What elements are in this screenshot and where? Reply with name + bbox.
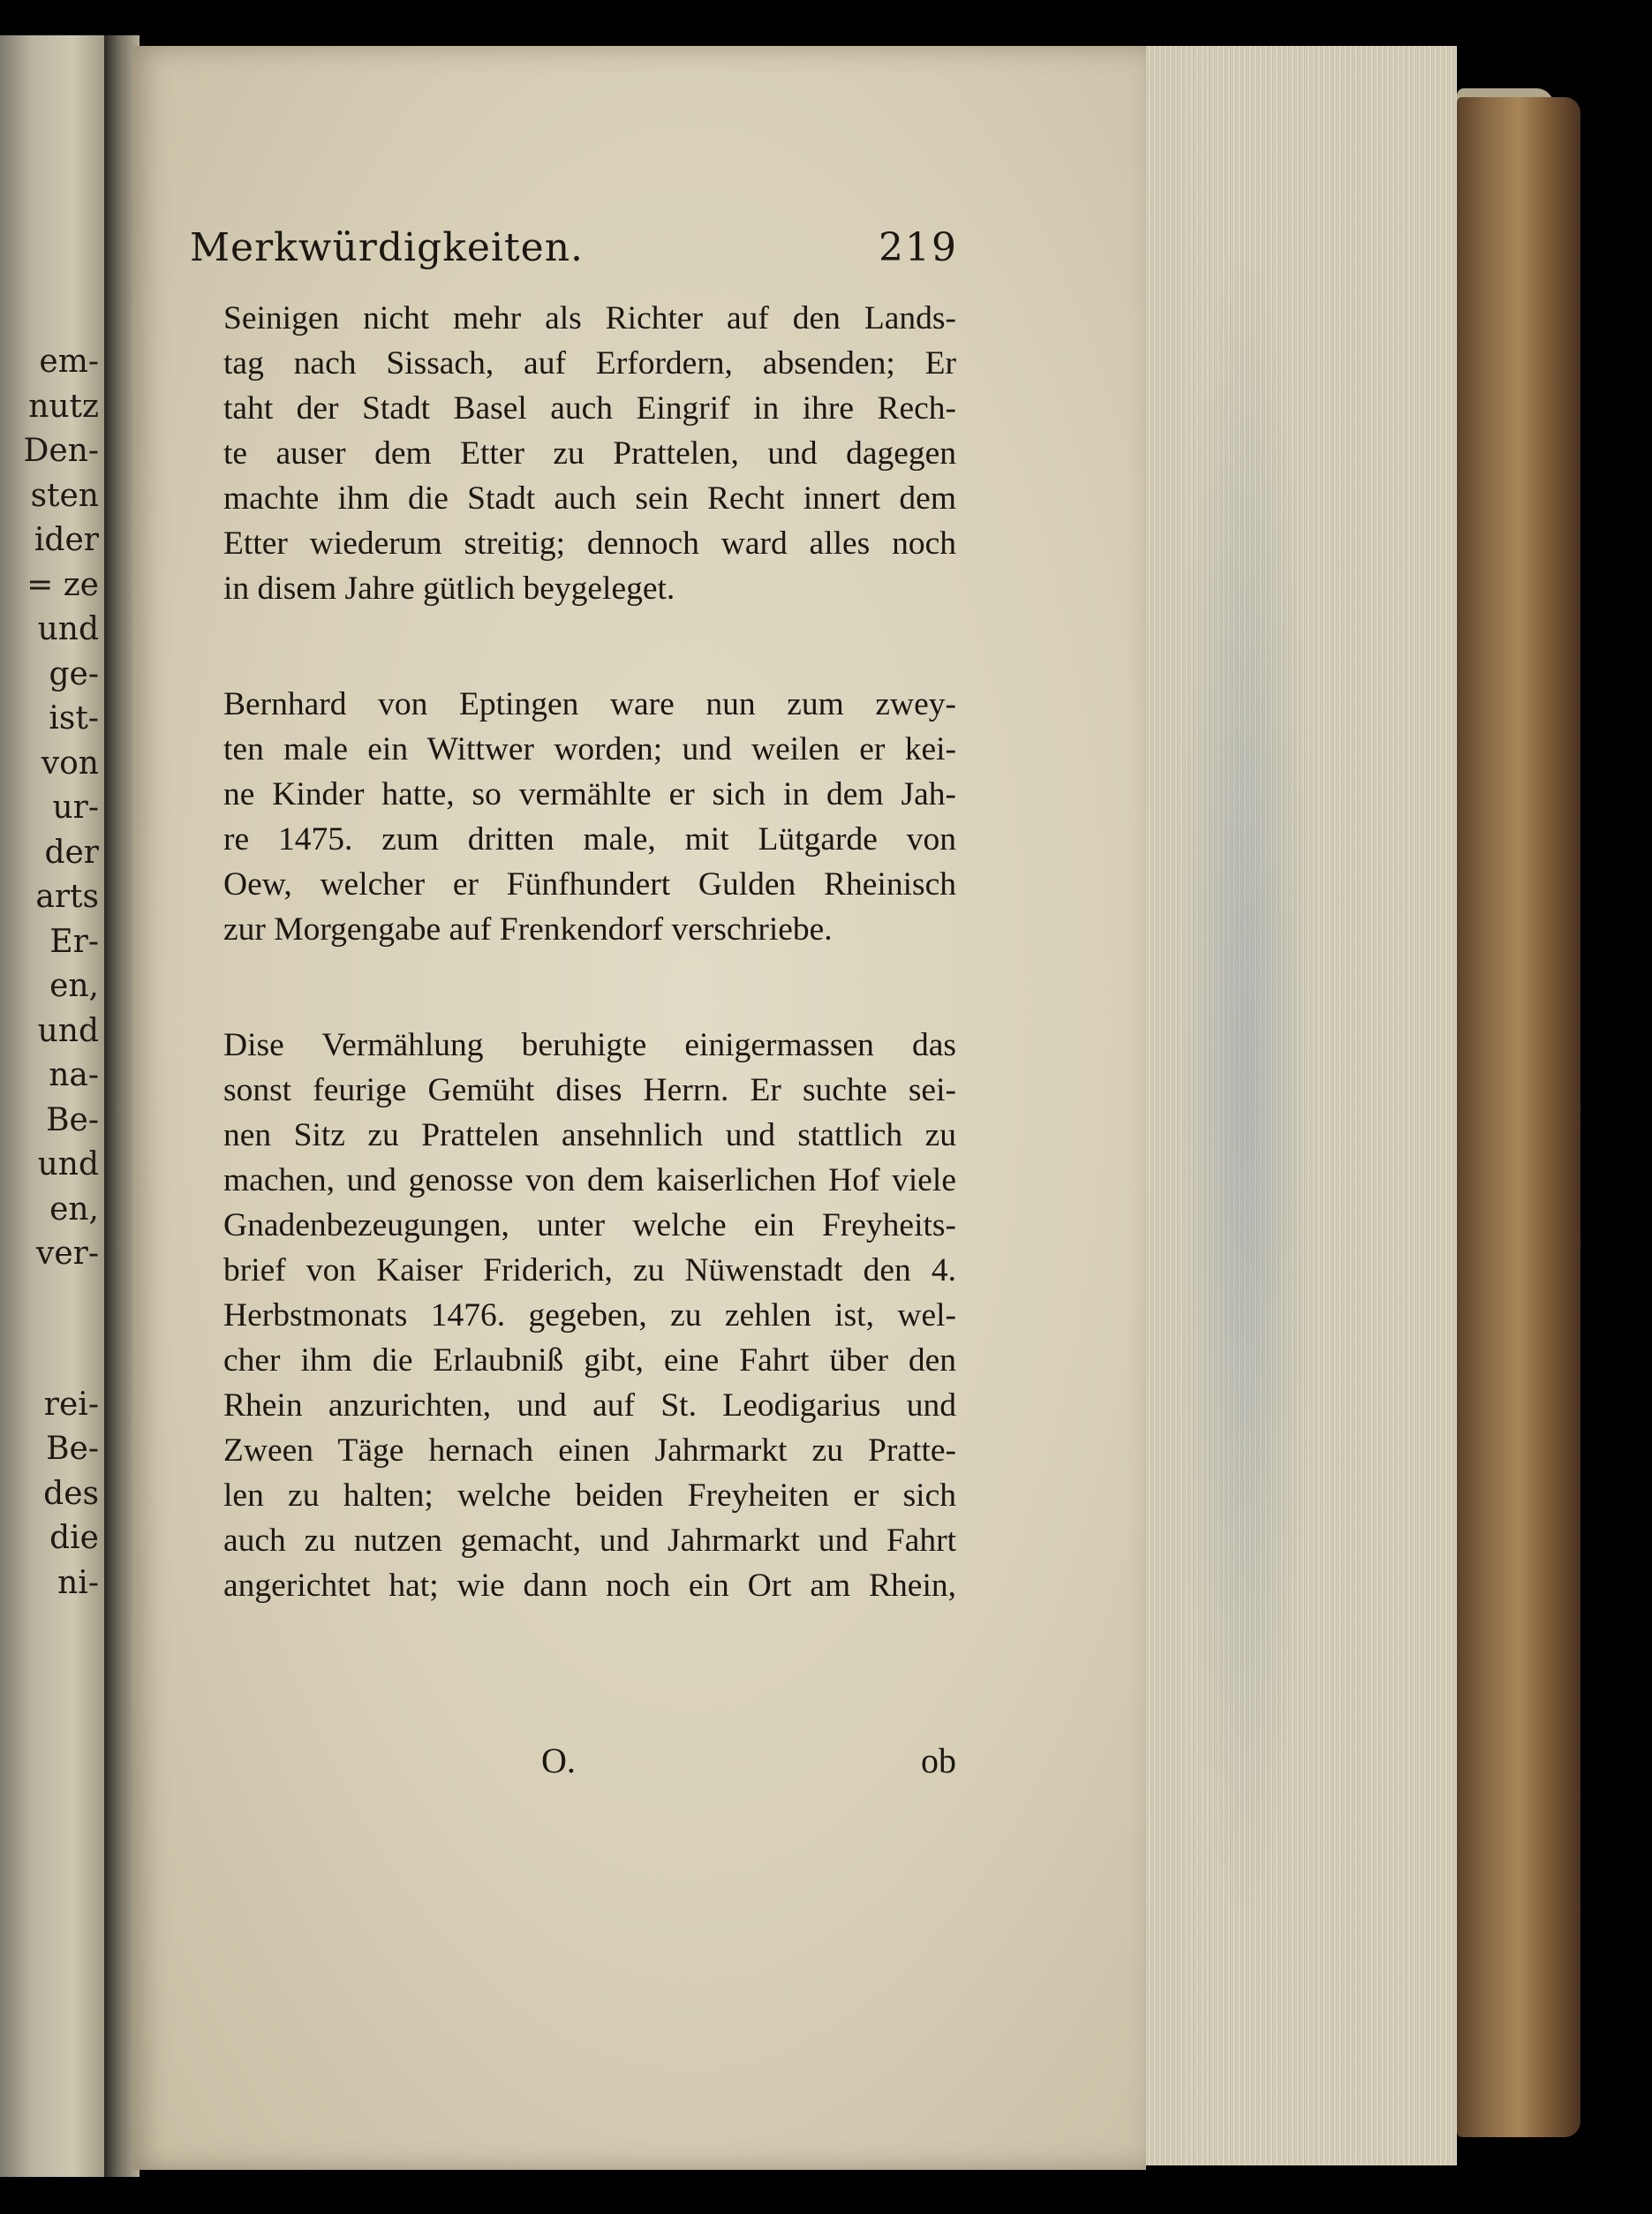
text-line: cher ihm die Erlaubniß gibt, eine Fahrt über den xyxy=(223,1342,956,1379)
left-fragment: und xyxy=(37,1146,99,1183)
left-fragment: ni- xyxy=(57,1564,99,1601)
left-fragment: von xyxy=(41,744,99,782)
catchword: ob xyxy=(921,1741,956,1780)
text-line: Etter wiederum streitig; dennoch ward alles noch xyxy=(223,525,956,562)
text-line: brief von Kaiser Friderich, zu Nüwenstadt den 4. xyxy=(223,1252,956,1288)
text-line: len zu halten; welche beiden Freyheiten er sich xyxy=(223,1477,956,1514)
left-fragment: ider xyxy=(34,522,99,558)
text-line: sonst feurige Gemüht dises Herrn. Er suchte sei- xyxy=(223,1072,956,1108)
page-number: 219 xyxy=(879,225,958,270)
page-edges-stain xyxy=(1174,221,1316,1943)
left-page-text xyxy=(2,340,99,1606)
page-body xyxy=(223,296,956,1608)
running-title: Merkwürdigkeiten. xyxy=(190,225,585,270)
text-line: tag nach Sissach, auf Erfordern, absenden; Er xyxy=(223,345,956,382)
paragraph-3 xyxy=(223,1023,956,1608)
paragraph-1 xyxy=(223,296,956,611)
left-fragment: Er- xyxy=(49,923,99,960)
left-facing-page xyxy=(0,35,109,2177)
text-line: Herbstmonats 1476. gegeben, zu zehlen ist, wel- xyxy=(223,1297,956,1334)
left-fragment: em- xyxy=(39,344,99,380)
left-fragment: ver- xyxy=(35,1235,99,1272)
left-fragment: ist- xyxy=(49,700,99,737)
left-fragment: und xyxy=(37,1012,99,1049)
left-fragment: ge- xyxy=(49,655,99,692)
text-line: machen, und genosse von dem kaiserlichen Hof viele xyxy=(223,1162,956,1198)
text-line: Bernhard von Eptingen ware nun zum zwey- xyxy=(223,686,956,722)
left-fragment: der xyxy=(44,834,99,871)
text-line: nen Sitz zu Prattelen ansehnlich und stattlich zu xyxy=(223,1117,956,1153)
paragraph-2 xyxy=(223,682,956,952)
text-line: re 1475. zum dritten male, mit Lütgarde von xyxy=(223,821,956,858)
left-fragment: Be- xyxy=(46,1101,99,1138)
left-fragment: und xyxy=(37,611,99,647)
left-fragment: = ze xyxy=(26,566,99,603)
text-line: zur Morgengabe auf Frenkendorf verschriebe. xyxy=(223,911,833,948)
leather-cover xyxy=(1457,97,1580,2137)
left-fragment: die xyxy=(49,1520,99,1556)
text-line: te auser dem Etter zu Prattelen, und dagegen xyxy=(223,435,956,472)
text-line: Dise Vermählung beruhigte einigermassen das xyxy=(223,1027,956,1063)
signature-mark: O. xyxy=(541,1741,576,1780)
text-line: in disem Jahre gütlich beygeleget. xyxy=(223,571,675,607)
left-fragment: en, xyxy=(49,968,99,1004)
left-fragment: sten xyxy=(30,477,99,514)
page-footer xyxy=(223,1740,956,1793)
left-fragment: ur- xyxy=(52,790,99,826)
text-line: Rhein anzurichten, und auf St. Leodigarius und xyxy=(223,1387,956,1424)
left-fragment: Be- xyxy=(46,1431,99,1467)
text-line: taht der Stadt Basel auch Eingrif in ihre Rech- xyxy=(223,390,956,427)
text-line: Gnadenbezeugungen, unter welche ein Freyheits- xyxy=(223,1207,956,1243)
text-line: Seinigen nicht mehr als Richter auf den Lands- xyxy=(223,300,956,336)
left-fragment: arts xyxy=(35,879,99,915)
left-fragment: na- xyxy=(49,1057,99,1093)
text-line: ten male ein Wittwer worden; und weilen er kei- xyxy=(223,731,956,767)
left-fragment: Den- xyxy=(23,433,99,469)
left-fragment: rei- xyxy=(43,1386,99,1423)
text-line: Oew, welcher er Fünfhundert Gulden Rheinisch xyxy=(223,866,956,903)
text-line: machte ihm die Stadt auch sein Recht innert dem xyxy=(223,480,956,517)
left-fragment: des xyxy=(43,1475,99,1512)
text-line: Zween Täge hernach einen Jahrmarkt zu Pratte- xyxy=(223,1432,956,1469)
left-fragment: en, xyxy=(49,1190,99,1228)
text-line: auch zu nutzen gemacht, und Jahrmarkt und Fahrt xyxy=(223,1523,956,1559)
text-line: ne Kinder hatte, so vermählte er sich in dem Jah- xyxy=(223,776,956,812)
left-fragment: nutz xyxy=(28,388,99,425)
text-line: angerichtet hat; wie dann noch ein Ort am Rhein, xyxy=(223,1568,956,1604)
running-header xyxy=(190,225,958,278)
